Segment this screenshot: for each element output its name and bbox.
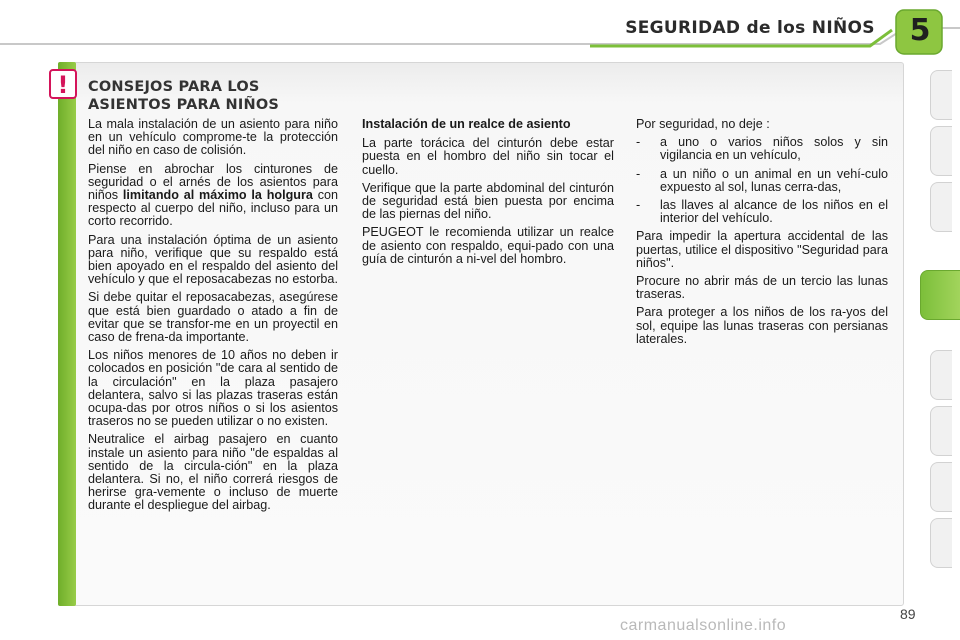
chapter-tab[interactable] bbox=[930, 126, 952, 176]
col1-bold-phrase: limitando al máximo la holgura bbox=[122, 188, 313, 203]
col2-paragraph: La parte torácica del cinturón debe estar puesta en el hombro del niño sin tocar el cuello. bbox=[362, 136, 614, 177]
col1-paragraph: Piense en abrochar los cinturones de seguridad o el arnés de los asientos para niños limitando al máximo la holgura con respecto al cuerpo del niño, incluso para un corto recorrido. bbox=[88, 161, 338, 229]
page-number: 89 bbox=[900, 606, 916, 622]
col1-paragraph: Los niños menores de 10 años no deben ir colocados en posición "de cara al sentido de la circulación" en la plaza pasajero delantera, salvo si las plazas traseras están ocupa-das por otros niños o si los asientos traseros no se pueden utilizar o no existen. bbox=[88, 348, 338, 429]
col1-paragraph: La mala instalación de un asiento para niño en un vehículo comprome-te la protección del niño en caso de colisión. bbox=[88, 117, 338, 158]
col3-bullet-item: - a un niño o un animal en un vehí-culo expuesto al sol, lunas cerra-das, bbox=[636, 166, 888, 194]
column-1 bbox=[88, 118, 338, 518]
col1-paragraph: Si debe quitar el reposacabezas, asegúrese que está bien guardado o atado a fin de evitar que se transfor-me en un proyectil en caso de frena-da importante. bbox=[88, 290, 338, 345]
col3-paragraph: Para impedir la apertura accidental de las puertas, utilice el dispositivo "Seguridad para niños". bbox=[636, 229, 888, 270]
panel-accent-bar bbox=[58, 62, 76, 606]
col2-paragraph: Verifique que la parte abdominal del cinturón de seguridad está bien puesta por encima de las piernas del niño. bbox=[362, 180, 614, 222]
col3-bullet-item: - las llaves al alcance de los niños en el interior del vehículo. bbox=[636, 198, 888, 226]
column-3 bbox=[636, 118, 888, 351]
chapter-tab[interactable] bbox=[930, 462, 952, 512]
col3-paragraph: Para proteger a los niños de los ra-yos del sol, equipe las lunas traseras con persianas laterales. bbox=[636, 305, 888, 346]
chapter-tab-strip bbox=[926, 60, 960, 580]
exclamation-warning-icon bbox=[48, 68, 78, 100]
chapter-tab[interactable] bbox=[930, 350, 952, 400]
svg-text:!: ! bbox=[57, 71, 69, 99]
col3-paragraph: Procure no abrir más de un tercio las lunas traseras. bbox=[636, 274, 888, 302]
chapter-tab[interactable] bbox=[930, 182, 952, 232]
col1-paragraph: Para una instalación óptima de un asiento para niño, verifique que su respaldo está bien apoyado en el respaldo del asiento del vehículo y que el reposacabezas no estorba. bbox=[88, 232, 338, 287]
col2-subheading: Instalación de un realce de asiento bbox=[362, 117, 571, 131]
col1-paragraph: Neutralice el airbag pasajero en cuanto instale un asiento para niño "de espaldas al sentido de la circula-ción" en la plaza delantera. Si no, el niño correrá riesgos de herirse gra-vemente o incluso de muerte durante el despliegue del airbag. bbox=[88, 432, 338, 513]
chapter-tab[interactable] bbox=[930, 70, 952, 120]
header-title: SEGURIDAD de los NIÑOS bbox=[625, 18, 875, 38]
col3-intro: Por seguridad, no deje : bbox=[636, 117, 770, 131]
section-title: CONSEJOS PARA LOS ASIENTOS PARA NIÑOS bbox=[88, 79, 279, 113]
col3-bullet-item: - a uno o varios niños solos y sin vigilancia en un vehículo, bbox=[636, 135, 888, 163]
chapter-number-badge: 5 bbox=[909, 12, 931, 48]
chapter-tab[interactable] bbox=[930, 406, 952, 456]
chapter-tab-active[interactable] bbox=[920, 270, 960, 320]
watermark: carmanualsonline.info bbox=[620, 617, 787, 634]
column-2 bbox=[362, 118, 614, 271]
chapter-tab[interactable] bbox=[930, 518, 952, 568]
col2-paragraph: PEUGEOT le recomienda utilizar un realce de asiento con respaldo, equi-pado con una guía de cinturón a ni-vel del hombro. bbox=[362, 225, 614, 266]
